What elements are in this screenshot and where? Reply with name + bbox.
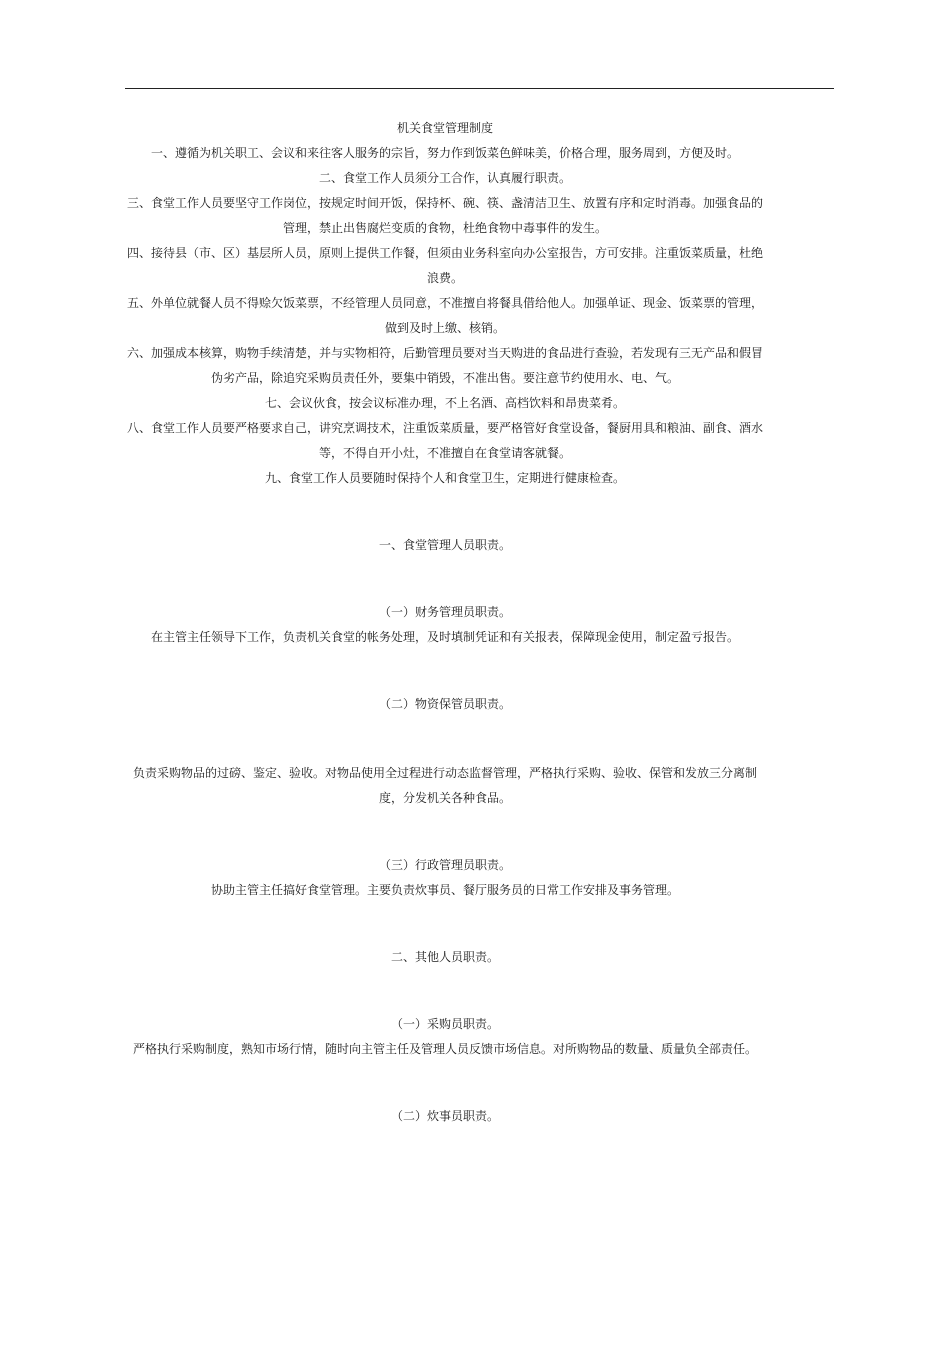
rule-item: 二、食堂工作人员须分工合作，认真履行职责。 xyxy=(318,171,571,185)
subsection-heading: （一）采购员职责。 xyxy=(390,1017,499,1031)
subsection-body: 在主管主任领导下工作，负责机关食堂的帐务处理，及时填制凭证和有关报表，保障现金使用，制定盈亏报告。 xyxy=(150,630,739,644)
rule-item: 五、外单位就餐人员不得赊欠饭菜票，不经管理人员同意，不准擅自将餐具借给他人。加强单证、现金、饭菜票的管理，做到及时上缴、核销。 xyxy=(126,296,763,335)
subsection-heading: （二）物资保管员职责。 xyxy=(378,697,511,711)
header-rule xyxy=(125,88,834,89)
section-heading: 二、其他人员职责。 xyxy=(390,950,499,964)
rule-item: 三、食堂工作人员要坚守工作岗位，按规定时间开饭，保持杯、碗、筷、盏清洁卫生、放置有序和定时消毒。加强食品的管理，禁止出售腐烂变质的食物，杜绝食物中毒事件的发生。 xyxy=(126,196,763,235)
rule-item: 四、接待县（市、区）基层所人员，原则上提供工作餐，但须由业务科室向办公室报告，方可安排。注重饭菜质量，杜绝浪费。 xyxy=(126,246,763,285)
rule-item: 九、食堂工作人员要随时保持个人和食堂卫生，定期进行健康检查。 xyxy=(264,471,625,485)
rule-item: 八、食堂工作人员要严格要求自己，讲究烹调技术，注重饭菜质量，要严格管好食堂设备，餐厨用具和粮油、副食、酒水等，不得自开小灶，不准擅自在食堂请客就餐。 xyxy=(126,421,763,460)
subsection-body: 负责采购物品的过磅、鉴定、验收。对物品使用全过程进行动态监督管理，严格执行采购、验收、保管和发放三分离制度，分发机关各种食品。 xyxy=(132,766,757,805)
subsection-body: 严格执行采购制度，熟知市场行情，随时向主管主任及管理人员反馈市场信息。对所购物品的数量、质量负全部责任。 xyxy=(132,1042,757,1056)
rule-item: 六、加强成本核算，购物手续清楚，并与实物相符，后勤管理员要对当天购进的食品进行查验，若发现有三无产品和假冒伪劣产品，除追究采购员责任外，要集中销毁，不准出售。要注意节约使用水、电、气。 xyxy=(126,346,763,385)
rule-item: 七、会议伙食，按会议标准办理，不上名酒、高档饮料和昂贵菜肴。 xyxy=(264,396,625,410)
rule-item: 一、遵循为机关职工、会议和来往客人服务的宗旨，努力作到饭菜色鲜味美，价格合理，服务周到，方便及时。 xyxy=(150,146,739,160)
document-title: 机关食堂管理制度 xyxy=(396,121,493,135)
subsection-heading: （三）行政管理员职责。 xyxy=(378,858,511,872)
subsection-heading: （一）财务管理员职责。 xyxy=(378,605,511,619)
section-heading: 一、食堂管理人员职责。 xyxy=(378,538,511,552)
document-body xyxy=(125,116,765,1129)
subsection-heading: （二）炊事员职责。 xyxy=(390,1109,499,1123)
subsection-body: 协助主管主任搞好食堂管理。主要负责炊事员、餐厅服务员的日常工作安排及事务管理。 xyxy=(210,883,679,897)
